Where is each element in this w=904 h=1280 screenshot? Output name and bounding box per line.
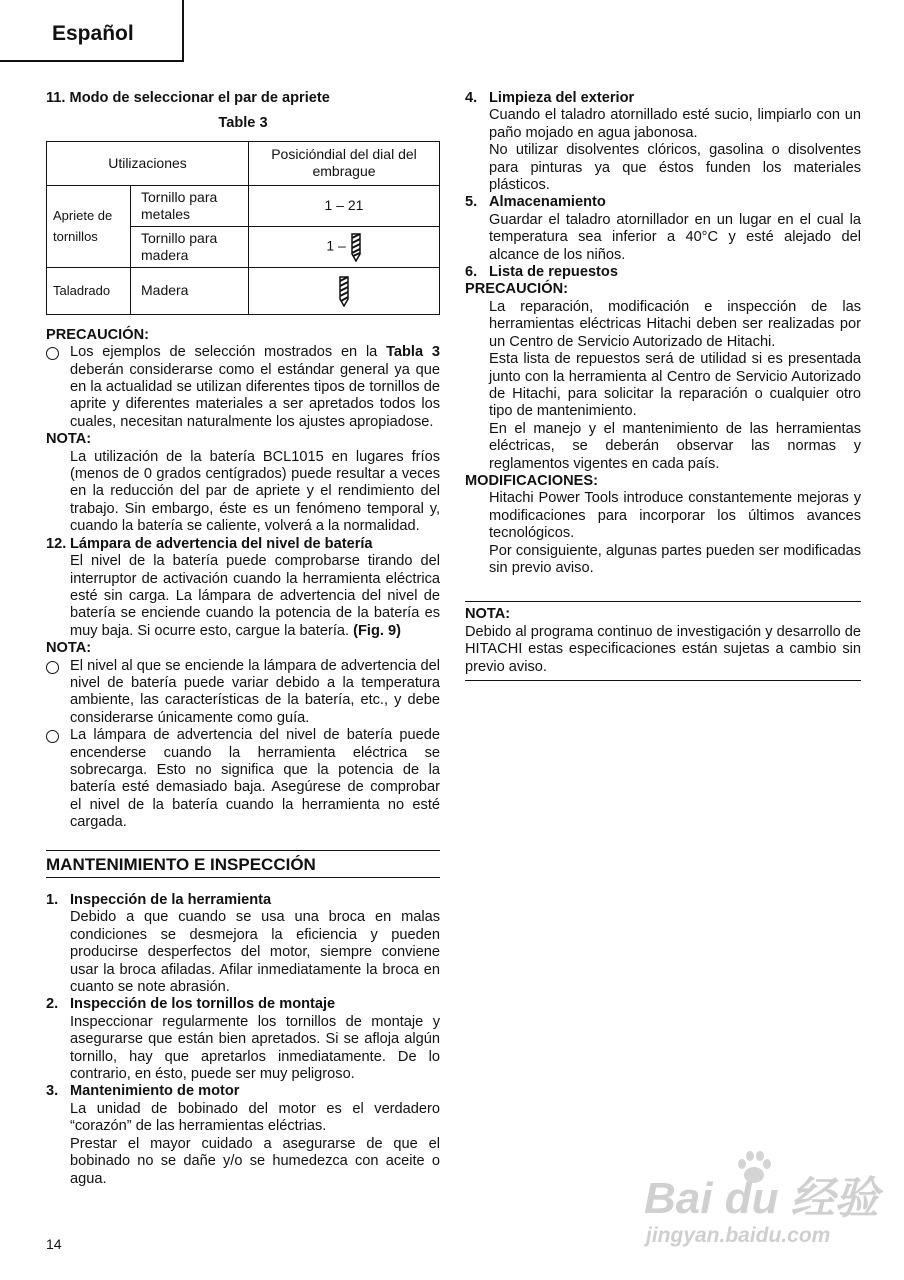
r6-heading: [465, 264, 861, 281]
right-precaution-text-3: En el manejo y el mantenimiento de las herramientas eléctricas, se deberán observar las normas y reglamentos vigentes en cada país.: [489, 420, 861, 472]
precaution-text-1: Los ejemplos de selección mostrados en la: [70, 344, 387, 361]
m3-heading: [46, 1083, 440, 1100]
r6-title: Lista de repuestos: [489, 264, 618, 281]
note-text: La utilización de la batería BCL1015 en lugares fríos (menos de 0 grados centígrados) puede resultar a veces en la reducción del par de apriete y el rendimiento del trabajo. Sin embargo, éste es un fenómeno temporal y, cuando la batería se caliente, volverá a la normalidad.: [70, 448, 440, 535]
note2-label: NOTA:: [46, 640, 92, 657]
table-value-wood-text: 1 –: [326, 237, 346, 254]
r5-title: Almacenamiento: [489, 194, 606, 211]
m3-text-2: Prestar el mayor cuidado a asegurarse de que el bobinado no se dañe y/o se humedezca con aceite o agua.: [70, 1135, 440, 1187]
r5-heading: [465, 194, 861, 211]
watermark-url: jingyan.baidu.com: [646, 1224, 831, 1247]
m3-title: Mantenimiento de motor: [70, 1083, 240, 1100]
table-value-metal: 1 – 21: [249, 185, 440, 226]
table-value-drill: [249, 267, 440, 314]
precaution-label: PRECAUCIÓN:: [46, 326, 149, 343]
r4-title: Limpieza del exterior: [489, 90, 635, 106]
table-row-wood: Madera: [131, 267, 249, 314]
section-12-number: 12.: [46, 535, 67, 552]
table-value-wood: [249, 226, 440, 267]
maintenance-section-title: MANTENIMIENTO E INSPECCIÓN: [46, 850, 440, 878]
table-group-drilling: Taladrado: [47, 267, 131, 314]
section-12-heading: [46, 536, 440, 553]
modifications-text-2: Por consiguiente, algunas partes pueden ser modificadas sin previo aviso.: [489, 542, 861, 576]
section-12-title: Lámpara de advertencia del nivel de batería: [70, 535, 373, 552]
m2-title: Inspección de los tornillos de montaje: [70, 996, 336, 1013]
language-tab: [0, 0, 184, 62]
r5-number: 5.: [465, 194, 478, 211]
r6-number: 6.: [465, 264, 478, 281]
section-11-title: 11. Modo de seleccionar el par de apriete: [46, 90, 330, 106]
language-label: Español: [52, 22, 134, 45]
r4-text-2: No utilizar disolventes clóricos, gasolina o disolventes para pinturas ya que éstos funden los materiales plásticos.: [489, 142, 861, 194]
right-column: [465, 90, 861, 681]
table-row-wood-screw: Tornillo para madera: [131, 226, 249, 267]
precaution-text-bold: Tabla 3: [386, 344, 440, 361]
m3-number: 3.: [46, 1083, 59, 1100]
section-12-body: [46, 553, 440, 640]
baidu-watermark: [640, 1148, 880, 1268]
section-12-text: El nivel de la batería puede comprobarse tirando del interruptor de activación cuando la herramienta eléctrica esté sin carga. La lámpara de advertencia del nivel de batería se enciende cuando la potencia de la batería es muy baja. Si ocurre esto, cargue la batería.: [70, 553, 440, 639]
m2-number: 2.: [46, 996, 59, 1013]
table-group-screws: Apriete de tornillos: [47, 185, 131, 267]
figure-ref: (Fig. 9): [353, 622, 401, 639]
clutch-table: [46, 141, 440, 315]
right-note-box: [465, 601, 861, 681]
right-precaution-label: PRECAUCIÓN:: [465, 281, 568, 298]
precaution-bullet: [46, 344, 440, 431]
m2-heading: [46, 996, 440, 1013]
m1-number: 1.: [46, 892, 59, 908]
circle-bullet-icon: [46, 347, 59, 360]
m1-title: Inspección de la herramienta: [70, 892, 272, 908]
r4-heading: [465, 90, 861, 107]
right-precaution-text-2: Esta lista de repuestos será de utilidad si es presentada junto con la herramienta al Centro de Servicio Autorizado de Hitachi, para solicitar la reparación o cualquier otro tipo de mantenimiento.: [489, 351, 861, 420]
note2-bullet-1-text: El nivel al que se enciende la lámpara de advertencia del nivel de batería puede variar debido a la temperatura ambiente, las características de la batería, etc., y debe considerarse únicamente como guía.: [70, 657, 440, 726]
note-label: NOTA:: [46, 431, 92, 448]
precaution-text-2: deberán considerarse como el estándar general ya que en la actualidad se utilizan diferentes tipos de tornillos de aprite y diferentes materiales a ser apretados todos los cuales, necesitan naturalmente los ajustes apropiadose.: [70, 361, 440, 430]
drill-bit-icon: [338, 275, 350, 307]
right-note-label: NOTA:: [465, 606, 511, 623]
note2-bullet-2: [46, 727, 440, 831]
left-column: [46, 90, 440, 1188]
modifications-label: MODIFICACIONES:: [465, 472, 598, 489]
m1-heading: [46, 892, 440, 909]
circle-bullet-icon: [46, 661, 59, 674]
page-number: 14: [46, 1236, 62, 1252]
r4-text-1: Cuando el taladro atornillado esté sucio, limpiarlo con un paño mojado en agua jabonosa.: [489, 107, 861, 141]
table-row-metal-screw: Tornillo para metales: [131, 185, 249, 226]
m2-text: Inspeccionar regularmente los tornillos de montaje y asegurarse que están bien apretados. Si se afloja algún tornillo, hay que apretarlos inmediatamente. De lo contrario, en ésto, puede ser muy peligroso.: [70, 1013, 440, 1083]
table-header-uses: Utilizaciones: [47, 141, 249, 185]
right-precaution-text-1: La reparación, modificación e inspección de las herramientas eléctricas Hitachi deben ser realizadas por un Centro de Servicio Autorizado de Hitachi.: [489, 298, 861, 350]
right-note-text: Debido al programa continuo de investigación y desarrollo de HITACHI estas especificaciones están sujetas a cambio sin previo aviso.: [465, 623, 861, 675]
note2-bullet-1: [46, 658, 440, 728]
r4-number: 4.: [465, 90, 478, 106]
modifications-text-1: Hitachi Power Tools introduce constantemente mejoras y modificaciones para incorporar los últimos avances tecnológicos.: [489, 490, 861, 542]
drill-bit-icon: [350, 232, 362, 262]
table-caption: Table 3: [218, 115, 268, 132]
m3-text-1: La unidad de bobinado del motor es el verdadero “corazón” de las herramientas eléctrias.: [70, 1100, 440, 1135]
m1-text: Debido a que cuando se usa una broca en malas condiciones se desmejora la eficiencia y pueden producirse desperfectos del motor, siempre conviene usar la broca afiladas. Afilar inmediatamente la broca en cuanto se note abrasión.: [70, 909, 440, 996]
note2-bullet-2-text: La lámpara de advertencia del nivel de batería puede encenderse cuando la herramienta eléctrica se sobrecarga. Esto no significa que la potencia de la batería esté demasiado baja. Asegúrese de comprobar el nivel de la batería cuando la herramienta no esté cargada.: [70, 727, 440, 831]
circle-bullet-icon: [46, 730, 59, 743]
watermark-brand: Bai du 经验: [644, 1174, 879, 1223]
table-header-dial: Posicióndial del dial del embrague: [249, 141, 440, 185]
r5-text: Guardar el taladro atornillador en un lugar en el cual la temperatura sea inferior a 40°C y esté alejado del alcance de los niños.: [489, 211, 861, 263]
